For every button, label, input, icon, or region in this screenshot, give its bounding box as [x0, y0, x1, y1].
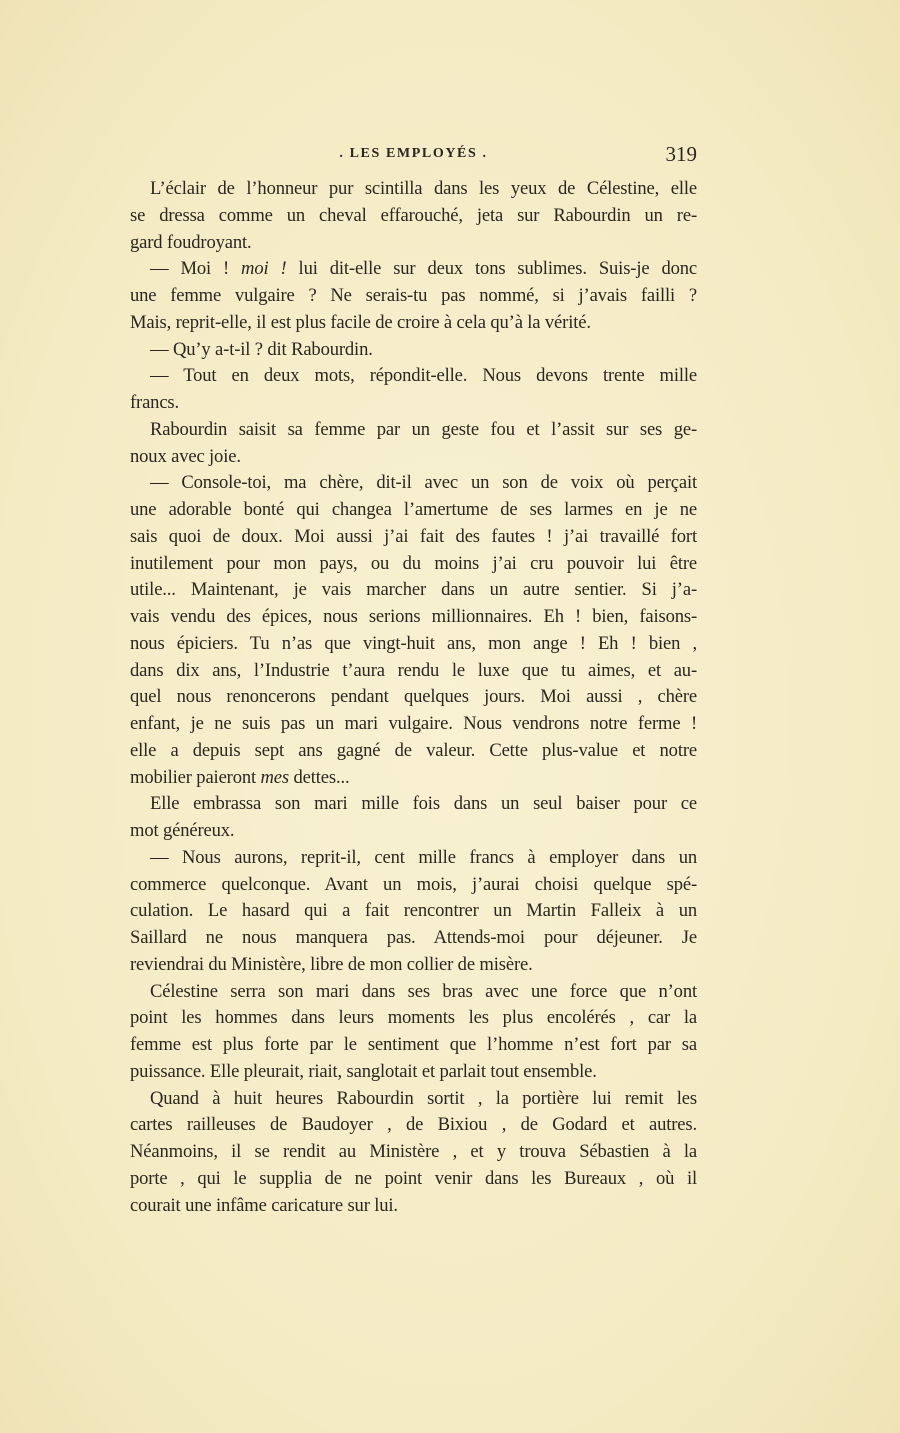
running-header: [130, 142, 697, 172]
paragraph: [130, 256, 697, 336]
paragraph: [130, 470, 697, 791]
paragraph: [130, 176, 697, 256]
page-body: [130, 176, 697, 1219]
text-line: utile... Maintenant, je vais marcher dans un autre sentier. Si j’a-: [130, 579, 697, 601]
text-line: courait une infâme caricature sur lui.: [130, 1194, 398, 1216]
text-line: Mais, reprit-elle, il est plus facile de croire à cela qu’à la vérité.: [130, 311, 591, 333]
paragraph: [130, 417, 697, 471]
text-line: se dressa comme un cheval effarouché, jeta sur Rabourdin un re-: [130, 204, 697, 226]
text-line: — Qu’y a-t-il ? dit Rabourdin.: [150, 338, 373, 360]
text-segment: mobilier paieront: [130, 766, 261, 788]
text-line: point les hommes dans leurs moments les plus encolérés , car la: [130, 1007, 697, 1029]
text-line: reviendrai du Ministère, libre de mon collier de misère.: [130, 953, 533, 975]
text-line: commerce quelconque. Avant un mois, j’aurai choisi quelque spé-: [130, 873, 697, 895]
text-line: Saillard ne nous manquera pas. Attends-moi pour déjeuner. Je: [130, 927, 697, 948]
text-line: Elle embrassa son mari mille fois dans un seul baiser pour ce: [150, 793, 697, 815]
running-title: . LES EMPLOYÉS .: [339, 146, 488, 161]
text-line: Quand à huit heures Rabourdin sortit , la portière lui remit les: [150, 1087, 697, 1109]
text-line: vais vendu des épices, nous serions millionnaires. Eh ! bien, faisons-: [130, 606, 697, 627]
text-line: francs.: [130, 392, 180, 413]
text-segment: — Moi !: [150, 258, 242, 280]
text-line: [130, 765, 697, 792]
text-line: enfant, je ne suis pas un mari vulgaire. Nous vendrons notre ferme !: [130, 713, 697, 734]
text-line: culation. Le hasard qui a fait rencontrer un Martin Falleix à un: [130, 900, 697, 922]
text-line: cartes railleuses de Baudoyer , de Bixiou , de Godard et autres.: [130, 1114, 697, 1136]
text-line: puissance. Elle pleurait, riait, sanglotait et parlait tout ensemble.: [130, 1060, 597, 1082]
text-line: noux avec joie.: [130, 445, 241, 467]
paragraph: [130, 979, 697, 1086]
paragraph: [130, 337, 697, 364]
text-line: gard foudroyant.: [130, 231, 252, 253]
italic-text: mes: [260, 766, 289, 788]
text-line: elle a depuis sept ans gagné de valeur. Cette plus-value et notre: [130, 739, 697, 761]
text-line: L’éclair de l’honneur pur scintilla dans les yeux de Célestine, elle: [150, 178, 697, 199]
text-line: Rabourdin saisit sa femme par un geste fou et l’assit sur ses ge-: [150, 418, 697, 440]
italic-text: moi !: [241, 258, 287, 280]
text-line: Célestine serra son mari dans ses bras avec une force que n’ont: [150, 980, 697, 1002]
text-line: — Tout en deux mots, répondit-elle. Nous devons trente mille: [150, 365, 697, 387]
text-line: nous épiciers. Tu n’as que vingt-huit ans, mon ange ! Eh ! bien ,: [130, 632, 697, 654]
text-line: — Console-toi, ma chère, dit-il avec un son de voix où perçait: [150, 472, 697, 494]
text-segment: dettes...: [289, 766, 350, 788]
paragraph: [130, 845, 697, 979]
text-line: mot généreux.: [130, 820, 235, 841]
text-line: une femme vulgaire ? Ne serais-tu pas nommé, si j’avais failli ?: [130, 285, 697, 306]
paragraph: [130, 1086, 697, 1220]
text-line: dans dix ans, l’Industrie t’aura rendu le luxe que tu aimes, et au-: [130, 659, 697, 681]
text-line: porte , qui le supplia de ne point venir dans les Bureaux , où il: [130, 1167, 697, 1189]
text-line: quel nous renoncerons pendant quelques jours. Moi aussi , chère: [130, 686, 697, 708]
text-line: une adorable bonté qui changea l’amertume de ses larmes en je ne: [130, 499, 697, 520]
text-line: sais quoi de doux. Moi aussi j’ai fait des fautes ! j’ai travaillé fort: [130, 525, 697, 547]
text-line: femme est plus forte par le sentiment que l’homme n’est fort par sa: [130, 1034, 697, 1055]
page-number: 319: [665, 142, 697, 166]
text-line: [130, 256, 697, 283]
text-line: — Nous aurons, reprit-il, cent mille francs à employer dans un: [150, 846, 697, 868]
text-line: inutilement pour mon pays, ou du moins j’ai cru pouvoir lui être: [130, 552, 697, 574]
paragraph: [130, 791, 697, 845]
paragraph: [130, 363, 697, 417]
text-line: Néanmoins, il se rendit au Ministère , et y trouva Sébastien à la: [130, 1141, 697, 1162]
text-segment: lui dit-elle sur deux tons sublimes. Suis-je donc: [286, 258, 697, 280]
